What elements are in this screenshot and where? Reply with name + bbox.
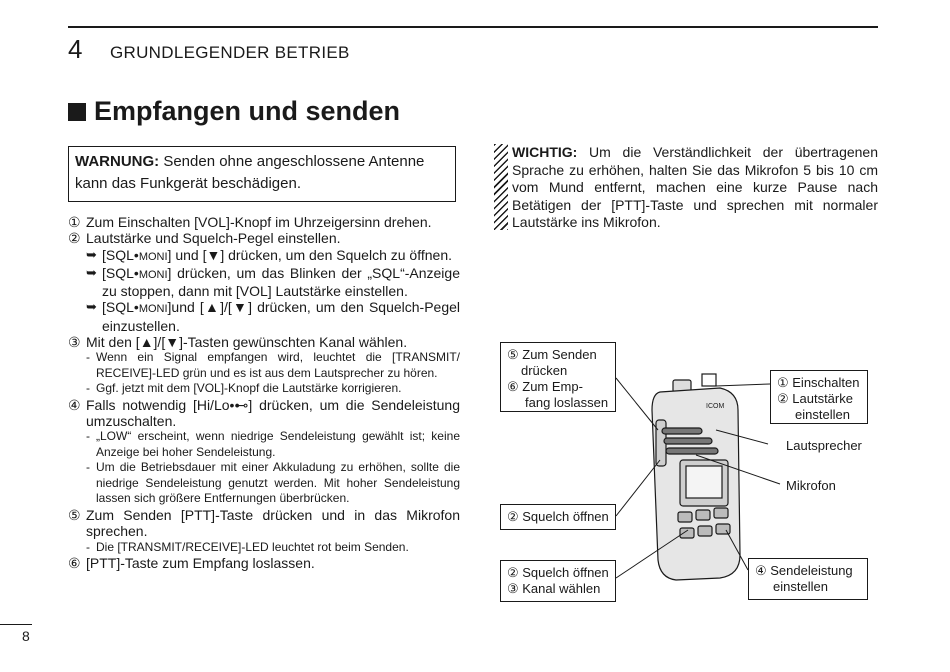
step-number: ② xyxy=(68,230,81,247)
callout-squelch: ② Squelch öffnen xyxy=(500,504,616,530)
step-4-note: - Um die Betriebsdauer mit einer Akkuladung zu erhöhen, sollte die niedrige Sendeleistung genutzt werden. Mit hoher Sendeleistung lassen sich größere Entfernungen überbrücken. xyxy=(86,460,460,506)
substep-text: [SQL•MONI] drücken, um das Blinken der „SQL“-Anzeige zu stoppen, dann mit [VOL] Lautstärke einstellen. xyxy=(102,264,460,300)
step-3-note: - Wenn ein Signal empfangen wird, leuchtet die [TRANSMIT/ RECEIVE]-LED grün und es ist aus dem Lautsprecher zu hören. xyxy=(86,350,460,380)
important-label: WICHTIG: xyxy=(512,144,578,160)
arrow-icon: ➥ xyxy=(86,246,97,262)
step-5-note: - Die [TRANSMIT/RECEIVE]-LED leuchtet rot beim Senden. xyxy=(86,539,409,554)
step-number: ③ xyxy=(68,334,81,351)
speaker-label: Lautsprecher xyxy=(786,438,862,453)
section-title-text: Empfangen und senden xyxy=(94,96,401,126)
page-number: 8 xyxy=(22,628,30,644)
substep-text: [SQL•MONI]und [▲]/[▼] drücken, um den Squelch-Pegel einzustellen. xyxy=(102,299,460,334)
step-number: ⑤ xyxy=(68,506,81,523)
page-rule xyxy=(0,624,32,625)
chapter-number: 4 xyxy=(68,34,83,64)
key-icon xyxy=(678,512,692,522)
step-4-note: - „LOW“ erscheint, wenn niedrige Sendeleistung gewählt ist; keine Anzeige bei hoher Sendeleistung. xyxy=(86,429,460,459)
step-3-note: - Ggf. jetzt mit dem [VOL]-Knopf die Lautstärke korrigieren. xyxy=(86,381,402,396)
step-number: ④ xyxy=(68,396,81,413)
microphone-label: Mikrofon xyxy=(786,478,836,493)
step-number: ① xyxy=(68,214,81,230)
chapter-title: GRUNDLEGENDER BETRIEB xyxy=(110,43,350,62)
key-icon xyxy=(696,510,710,520)
important-text: Um die Verständlichkeit der übertragenen Sprache zu erhöhen, halten Sie das Mikrofon 5 bis 10 cm vom Mund entfernt, machen eine kurze Pause nach Betätigen der [PTT]-Taste und sprechen mit normaler Lautstärke ins Mikrofon. xyxy=(512,144,878,230)
step-text: Zum Senden [PTT]-Taste drücken und in das Mikrofon sprechen. xyxy=(86,506,460,540)
step-text: Falls notwendig [Hi/Lo•⊷] drücken, um die Sendeleistung umzuschalten. xyxy=(86,396,460,430)
step-text: [PTT]-Taste zum Empfang loslassen. xyxy=(86,555,315,572)
radio-brand: ICOM xyxy=(706,403,725,410)
key-icon xyxy=(698,526,712,536)
callout-squelch-channel: ② Squelch öffnen ③ Kanal wählen xyxy=(500,560,616,602)
key-icon xyxy=(680,528,694,538)
warning-label: WARNUNG: xyxy=(75,153,160,170)
step-number: ⑥ xyxy=(68,555,81,572)
antenna-base xyxy=(702,374,716,386)
arrow-icon: ➥ xyxy=(86,299,97,315)
key-icon xyxy=(714,508,728,518)
callout-vol: ① Einschalten ② Lautstärke einstellen xyxy=(770,370,868,424)
step-text: Lautstärke und Squelch-Pegel einstellen. xyxy=(86,230,341,247)
substep-text: [SQL•MONI] und [▼] drücken, um den Squelch zu öffnen. xyxy=(102,246,452,263)
warning-text: Senden ohne angeschlossene Antenne kann das Funkgerät beschädigen. xyxy=(75,153,425,192)
step-text: Mit den [▲]/[▼]-Tasten gewünschten Kanal wählen. xyxy=(86,334,408,351)
callout-ptt: ⑤ Zum Senden drücken ⑥ Zum Emp- fang loslassen xyxy=(500,342,616,412)
step-text: Zum Einschalten [VOL]-Knopf im Uhrzeigersinn drehen. xyxy=(86,214,432,230)
callout-power: ④ Sendeleistung einstellen xyxy=(748,558,868,600)
arrow-icon: ➥ xyxy=(86,264,97,280)
